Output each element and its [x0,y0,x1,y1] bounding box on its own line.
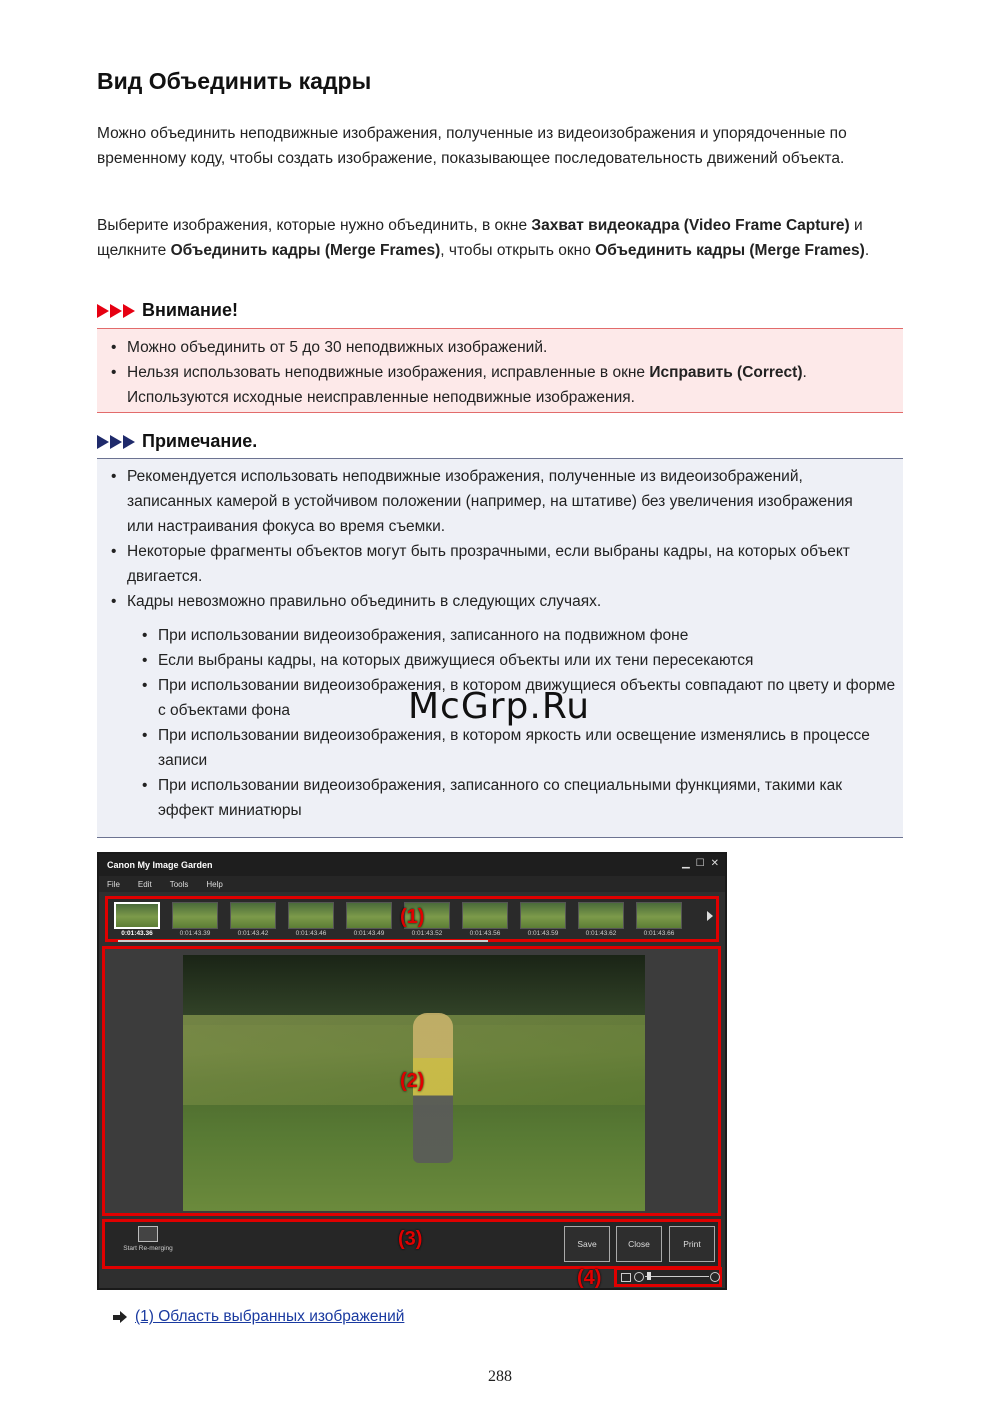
frame-thumbnail[interactable] [520,902,566,929]
note-heading-text: Примечание. [142,431,258,451]
remerge-icon [138,1226,158,1242]
note-subitem: • При использовании видеоизображения, записанного со специальными функциями, такими как эффект миниатюры [142,773,902,823]
frame-thumbnail[interactable] [462,902,508,929]
frame-thumbnail[interactable] [288,902,334,929]
remerge-label: Start Re-merging [123,1245,173,1252]
caution-item-tail: . Используются исходные неисправленные неподвижные изображения. [127,364,807,406]
menu-tools[interactable]: Tools [169,879,189,889]
start-remerging-button[interactable] [123,1226,173,1253]
minimize-icon[interactable]: ▁ [681,858,690,869]
merge-frames-window-term: Объединить кадры (Merge Frames) [595,242,865,259]
callout-2: (2) [400,1070,425,1092]
app-title: Canon My Image Garden [107,860,213,870]
caution-item-text: Нельзя использовать неподвижные изображения, исправленные в окне [127,364,650,381]
callout-4: (4) [577,1267,602,1289]
frame-timecode: 0:01:43.39 [179,930,211,937]
frame-timecode: 0:01:43.46 [295,930,327,937]
callout-1: (1) [400,906,425,928]
fit-to-window-icon[interactable] [621,1273,631,1282]
window-controls [682,858,719,870]
frame-thumbnail[interactable] [230,902,276,929]
note-box [97,458,903,838]
frame-timecode: 0:01:43.36 [121,930,153,937]
menu-file[interactable]: File [107,879,120,889]
note-subitem: • При использовании видеоизображения, в котором движущиеся объекты совпадают по цвету и форме с объектами фона [142,673,902,723]
frame-thumbnail[interactable] [346,902,392,929]
page-number: 288 [488,1368,512,1385]
section-link-row [113,1308,404,1326]
caution-heading-text: Внимание! [142,300,238,320]
instruction-text-2: и щелкните [97,217,863,259]
page-title: Вид Объединить кадры [97,68,372,94]
selected-images-area-link[interactable]: (1) Область выбранных изображений [135,1308,405,1325]
note-item: • Рекомендуется использовать неподвижные изображения, полученные из видеоизображений, записанных камерой в устойчивом положении (например, на штативе) без увеличения изображения или настраивания фокуса во время съемки. [111,464,871,539]
app-screenshot [97,852,727,1290]
zoom-slider-knob[interactable] [647,1272,651,1280]
frame-timecode: 0:01:43.59 [527,930,559,937]
maximize-icon[interactable]: ☐ [695,858,705,869]
frame-thumbnail[interactable] [636,902,682,929]
frame-thumbnail[interactable] [114,902,160,929]
note-subitem: • При использовании видеоизображения, в котором яркость или освещение изменялись в процессе записи [142,723,902,773]
display-size-area [614,1267,722,1287]
note-list [111,464,871,614]
scroll-right-icon[interactable] [707,911,713,921]
caution-heading [97,300,238,321]
merge-frames-button-term: Объединить кадры (Merge Frames) [170,242,441,259]
instruction-paragraph [97,213,903,263]
zoom-slider[interactable] [645,1276,709,1277]
note-subitem: • Если выбраны кадры, на которых движущиеся объекты или их тени пересекаются [142,648,902,673]
menu-edit[interactable]: Edit [137,879,152,889]
app-menubar [99,876,725,892]
frame-timecode: 0:01:43.49 [353,930,385,937]
zoom-in-icon[interactable] [710,1272,720,1282]
frame-timecode: 0:01:43.52 [411,930,443,937]
frame-timecode: 0:01:43.66 [643,930,675,937]
zoom-out-icon[interactable] [634,1272,644,1282]
intro-paragraph: Можно объединить неподвижные изображения, полученные из видеоизображения и упорядоченные по временному коду, чтобы создать изображение, показывающее последовательность движений объекта. [97,125,847,167]
app-titlebar [99,854,725,876]
note-arrows-icon [97,435,136,449]
watermark: McGrp.Ru [408,686,591,727]
print-button[interactable]: Print [669,1226,715,1262]
frame-timecode: 0:01:43.56 [469,930,501,937]
menu-help[interactable]: Help [206,879,223,889]
instruction-text-1: Выберите изображения, которые нужно объединить, в окне [97,217,532,234]
caution-item: • Можно объединить от 5 до 30 неподвижных изображений. [111,335,891,360]
instruction-text-4: . [864,242,870,259]
caution-item [111,360,891,410]
frame-thumbnail[interactable] [578,902,624,929]
correct-window-term: Исправить (Correct) [649,364,803,381]
callout-3: (3) [398,1228,423,1250]
instruction-text-3: , чтобы открыть окно [440,242,596,259]
arrow-right-icon [113,1311,127,1323]
caution-list [111,335,891,410]
caution-box [97,328,903,413]
filmstrip-scrollbar[interactable] [118,940,488,942]
frame-timecode: 0:01:43.62 [585,930,617,937]
caution-arrows-icon [97,304,136,318]
note-item: • Некоторые фрагменты объектов могут быть прозрачными, если выбраны кадры, на которых объект двигается. [111,539,871,589]
close-button[interactable]: Close [616,1226,662,1262]
save-button[interactable]: Save [564,1226,610,1262]
video-frame-capture-term: Захват видеокадра (Video Frame Capture) [531,217,850,234]
frame-timecode: 0:01:43.42 [237,930,269,937]
note-item: • Кадры невозможно правильно объединить в следующих случаях. [111,589,871,614]
close-icon[interactable]: ✕ [710,858,719,869]
note-subitem: • При использовании видеоизображения, записанного на подвижном фоне [142,623,902,648]
frame-thumbnail[interactable] [172,902,218,929]
note-heading [97,431,257,452]
